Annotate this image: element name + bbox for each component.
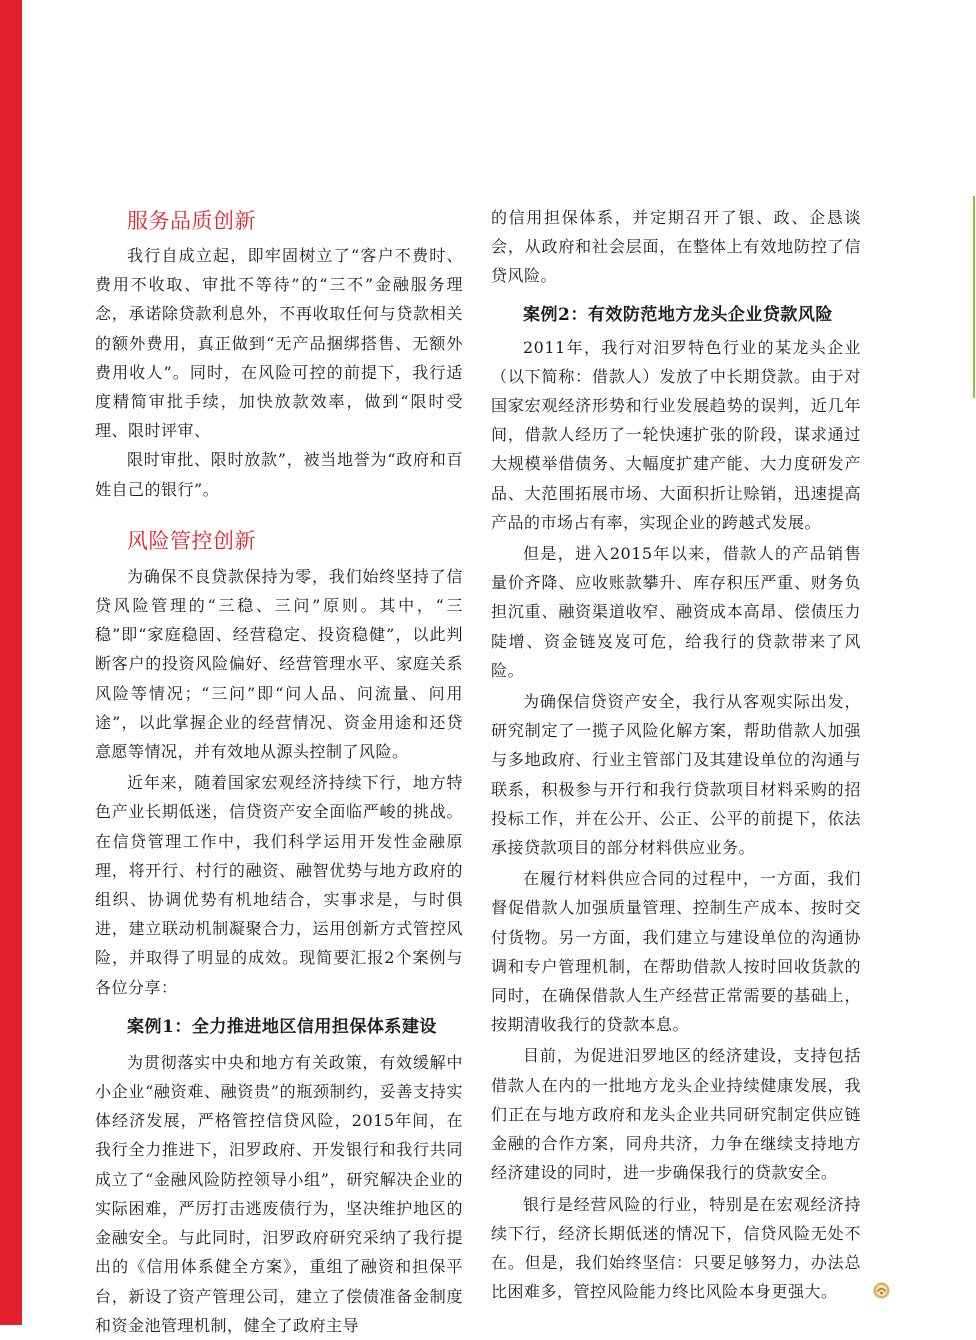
- case1-paragraph-1: 为贯彻落实中央和地方有关政策，有效缓解中小企业“融资难、融资贵”的瓶颈制约，妥善支持实体经济发展，严格管控信贷风险，2015年间，在我行全力推进下，汨罗政府、开发银行和我行共同成立了“金融风险防控领导小组”，研究解决企业的实际困难，严厉打击逃废债行为，坚决维护地区的金融安全。与此同时，汨罗政府研究采纳了我行提出的《信用体系健全方案》，重组了融资和担保平台，新设了资产管理公司，建立了偿债准备金制度和资金池管理机制，健全了政府主导: [95, 1052, 463, 1335]
- right-green-marker: [973, 196, 975, 398]
- service-paragraph-1: 我行自成立起，即牢固树立了“客户不费时、费用不收取、审批不等待”的“三不”金融服务理念，承诺除贷款利息外，不再收取任何与贷款相关的额外费用，真正做到“无产品捆绑搭售、无额外费用收人”。同时，在风险可控的前提下，我行适度精简审批手续，加快放款效率，做到“限时受理、限时评审、: [95, 246, 463, 441]
- closing-text: 银行是经营风险的行业，特别是在宏观经济持续下行，经济长期低迷的情况下，信贷风险无处不在。但是，我们始终坚信：只要足够努力，办法总比困难多，管控风险能力终比风险本身更强大。: [491, 1194, 861, 1302]
- closing-paragraph: [491, 1190, 861, 1307]
- risk-paragraph-2: 近年来，随着国家宏观经济持续下行，地方特色产业长期低迷，信贷资产安全面临严峻的挑战。在信贷管理工作中，我们科学运用开发性金融原理，将开行、村行的融资、融智优势与地方政府的组织、协调优势有机地结合，实事求是，与时俱进，建立联动机制凝聚合力，运用创新方式管控风险，并取得了明显的成效。现简要汇报2个案例与各位分享：: [95, 773, 463, 997]
- right-column: [491, 203, 861, 1306]
- heading-case-2: 案例2：有效防范地方龙头企业贷款风险: [523, 304, 833, 325]
- case2-paragraph-1: 2011年，我行对汨罗特色行业的某龙头企业（以下简称：借款人）发放了中长期贷款。由于对国家宏观经济形势和行业发展趋势的误判，近几年间，借款人经历了一轮快速扩张的阶段，谋求通过大规模举借债务、大幅度扩建产能、大力度研发产品、大范围拓展市场、大面积折让赊销，迅速提高产品的市场占有率，实现企业的跨越式发展。: [491, 337, 861, 532]
- case2-paragraph-3: 为确保信贷资产安全，我行从客观实际出发，研究制定了一揽子风险化解方案，帮助借款人加强与多地政府、行业主管部门及其建设单位的沟通与联系，积极参与开行和我行贷款项目材料采购的招投标工作，并在公开、公正、公平的前提下，依法承接贷款项目的部分材料供应业务。: [491, 692, 861, 858]
- service-paragraph-2: 限时审批、限时放款”，被当地誉为“政府和百姓自己的银行”。: [95, 450, 463, 499]
- left-red-bar: [0, 0, 22, 1325]
- risk-paragraph-1: 为确保不良贷款保持为零，我们始终坚持了信贷风险管理的“三稳、三问”原则。其中，“三稳”即“家庭稳固、经营稳定、投资稳健”，以此判断客户的投资风险偏好、经营管理水平、家庭关系风险等情况；“三问”即“问人品、问流量、问用途”，以此掌握企业的经营情况、资金用途和还贷意愿等情况，并有效地从源头控制了风险。: [95, 566, 463, 762]
- left-column: [95, 203, 463, 1340]
- case1-paragraph-continued: 的信用担保体系，并定期召开了银、政、企恳谈会，从政府和社会层面，在整体上有效地防控了信贷风险。: [491, 208, 861, 286]
- case2-paragraph-4: 在履行材料供应合同的过程中，一方面，我们督促借款人加强质量管理、控制生产成本、按时交付货物。另一方面，我们建立与建设单位的沟通协调和专户管理机制，在帮助借款人按时回收货款的同时，在确保借款人生产经营正常需要的基础上，按期清收我行的贷款本息。: [491, 869, 861, 1035]
- heading-case-1: 案例1：全力推进地区信用担保体系建设: [127, 1016, 437, 1037]
- heading-service-innovation: 服务品质创新: [127, 209, 256, 233]
- heading-risk-control: 风险管控创新: [127, 528, 256, 553]
- bank-logo-icon: [841, 1279, 858, 1296]
- case2-paragraph-2: 但是，进入2015年以来，借款人的产品销售量价齐降、应收账款攀升、库存积压严重、财务负担沉重、融资渠道收窄、融资成本高昂、偿债压力陡增、资金链岌岌可危，给我行的贷款带来了风险。: [491, 544, 861, 680]
- case2-paragraph-5: 目前，为促进汨罗地区的经济建设，支持包括借款人在内的一批地方龙头企业持续健康发展，我们正在与地方政府和龙头企业共同研究制定供应链金融的合作方案，同舟共济，力争在继续支持地方经济建设的同时，进一步确保我行的贷款安全。: [491, 1046, 861, 1183]
